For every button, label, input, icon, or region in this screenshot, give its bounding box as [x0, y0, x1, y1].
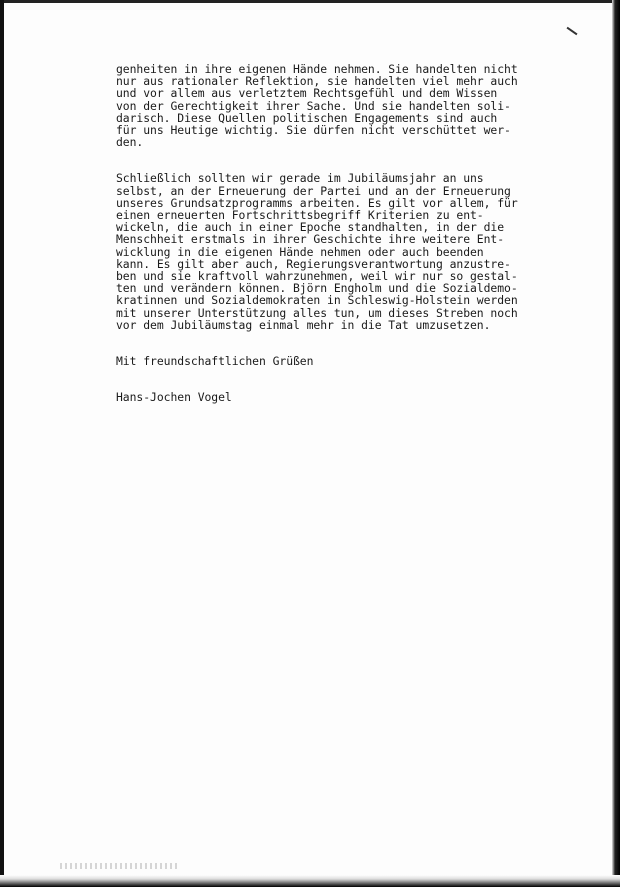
text-line: einen erneuerten Fortschrittsbegriff Kriterien zu ent-	[116, 208, 484, 223]
scan-noise	[60, 863, 180, 869]
scan-speck	[567, 27, 578, 36]
text-line: genheiten in ihre eigenen Hände nehmen. Sie handelten nicht	[116, 62, 518, 76]
text-line: Menschheit erstmals in ihrer Geschichte ihre weitere Ent-	[116, 232, 505, 247]
letter-body	[116, 63, 566, 403]
text-line: und vor allem aus verletztem Rechtsgefühl und dem Wissen	[116, 86, 498, 101]
text-line: kratinnen und Sozialdemokraten in Schleswig-Holstein werden	[116, 293, 518, 308]
text-line: mit unserer Unterstützung alles tun, um dieses Streben noch	[116, 305, 518, 320]
text-line: für uns Heutige wichtig. Sie dürfen nicht verschüttet wer-	[116, 123, 511, 138]
greeting-text: Mit freundschaftlichen Grüßen	[116, 354, 314, 369]
closing-greeting	[116, 355, 566, 367]
text-line: selbst, an der Erneuerung der Partei und an der Erneuerung	[116, 183, 511, 198]
signature-block	[116, 391, 566, 403]
text-line: kann. Es gilt aber auch, Regierungsverantwortung anzustre-	[116, 256, 511, 271]
text-line: den.	[116, 135, 144, 150]
text-line: von der Gerechtigkeit ihrer Sache. Und sie handelten soli-	[116, 98, 511, 113]
paragraph-1	[116, 63, 566, 148]
text-line: wickeln, die auch in einer Epoche standhalten, in der die	[116, 220, 505, 235]
text-line: vor dem Jubiläumstag einmal mehr in die Tat umzusetzen.	[116, 317, 491, 332]
text-line: ben und sie kraftvoll wahrzunehmen, weil wir nur so gestal-	[116, 269, 518, 284]
scan-edge-left	[0, 0, 4, 887]
paragraph-2	[116, 172, 566, 331]
text-line: wicklung in die eigenen Hände nehmen oder auch beenden	[116, 244, 484, 259]
scan-edge-top	[0, 0, 620, 3]
text-line: ten und verändern können. Björn Engholm und die Sozialdemo-	[116, 281, 518, 296]
text-line: unseres Grundsatzprogramms arbeiten. Es gilt vor allem, für	[116, 195, 518, 210]
signature-name: Hans-Jochen Vogel	[116, 390, 232, 405]
scan-edge-right	[612, 0, 620, 887]
text-line: Schließlich sollten wir gerade im Jubiläumsjahr an uns	[116, 171, 484, 186]
scan-edge-bottom	[0, 875, 620, 887]
text-line: darisch. Diese Quellen politischen Engagements sind auch	[116, 110, 498, 125]
text-line: nur aus rationaler Reflektion, sie handelten viel mehr auch	[116, 74, 518, 89]
